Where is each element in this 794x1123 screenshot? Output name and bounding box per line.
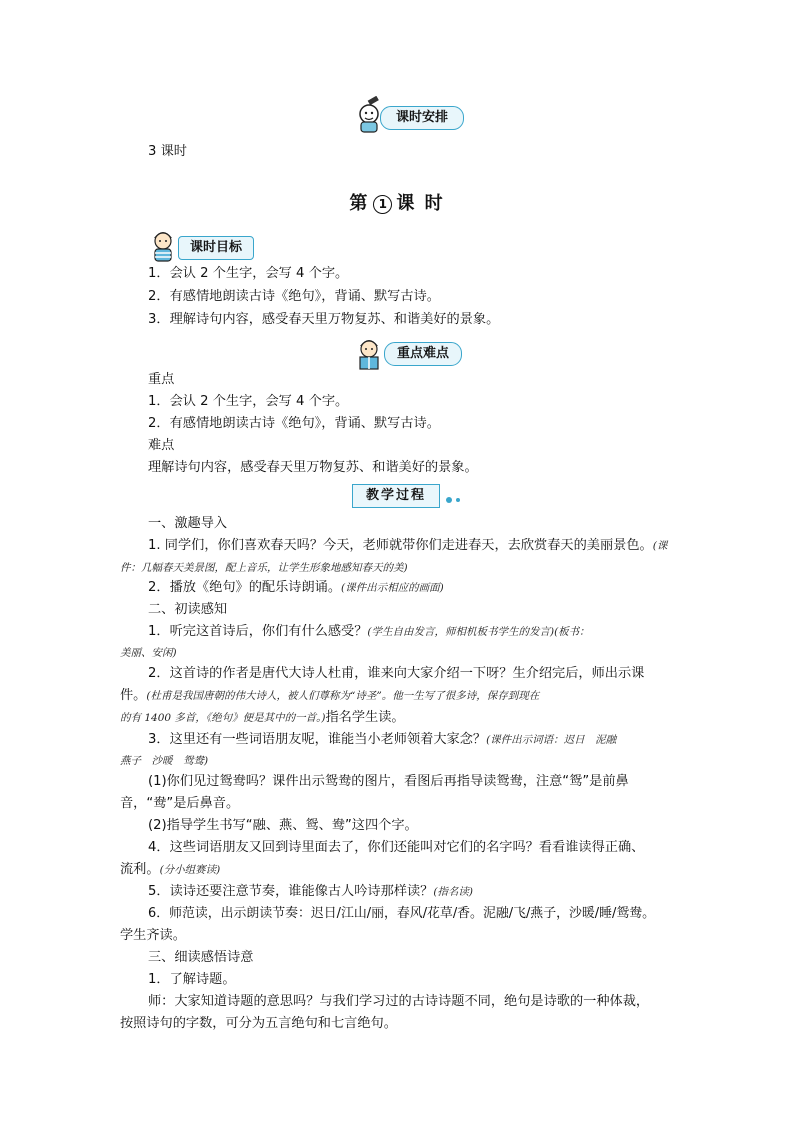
key-label: 重点 [148,372,175,387]
keypoints-badge: 重点难点 [384,342,462,366]
section-heading-2: 二、初读感知 [148,602,228,617]
paragraph-line: 1．听完这首诗后，你们有什么感受？(学生自由发言，师相机板书学生的发言)(板书： [148,624,590,639]
paragraph-line: 的有 1400 多首，《绝句》便是其中的一首。)指名学生读。 [120,710,405,725]
section-heading-1: 一、激趣导入 [148,516,228,531]
paragraph-line: 1. 同学们，你们喜欢春天吗？今天，老师就带你们走进春天，去欣赏春天的美丽景色。(课 [148,538,668,553]
schedule-text: 3 课时 [148,144,187,159]
paragraph-line: 5．读诗还要注意节奏，谁能像古人吟诗那样读？(指名读) [148,884,474,899]
mascot-boy-reading-icon [352,334,386,372]
objective-item-1: 1．会认 2 个生字，会写 4 个字。 [148,266,349,281]
paragraph-note: 燕子 沙暖 鸳鸯) [120,755,209,767]
paragraph-line: 4．这些词语朋友又回到诗里面去了，你们还能叫对它们的名字吗？看看谁读得正确、 [148,840,645,855]
paragraph-line: 学生齐读。 [120,928,186,943]
lesson-title: 第 1 课 时 [349,193,445,214]
paragraph-line: (1)你们见过鸳鸯吗？课件出示鸳鸯的图片，看图后再指导读鸳鸯，注意“鸳”是前鼻 [148,774,629,789]
paragraph-line: 2．这首诗的作者是唐代大诗人杜甫，谁来向大家介绍一下呀？生介绍完后，师出示课 [148,666,645,681]
paragraph-line: 3．这里还有一些词语朋友呢，谁能当小老师领着大家念？(课件出示词语：迟日 泥融 [148,732,617,747]
objectives-badge: 课时目标 [178,236,254,260]
lesson-number: 1 [373,195,392,214]
paragraph-line: 6．师范读，出示朗读节奏：迟日/江山/丽，春风/花草/香。泥融/飞/燕子，沙暖/睡/鸳鸯。 [148,906,656,921]
paragraph-line: (2)指导学生书写“融、燕、鸳、鸯”这四个字。 [148,818,418,833]
process-badge-dot [446,497,452,503]
paragraph-line: 件。(杜甫是我国唐朝的伟大诗人，被人们尊称为“诗圣”。他一生写了很多诗，保存到现在 [120,688,540,703]
key-item-1: 1．会认 2 个生字，会写 4 个字。 [148,394,349,409]
objective-item-2: 2．有感情地朗读古诗《绝句》，背诵、默写古诗。 [148,289,440,304]
process-badge: 教学过程 [352,484,440,508]
paragraph-line: 师：大家知道诗题的意思吗？与我们学习过的古诗诗题不同，绝句是诗歌的一种体裁， [148,994,650,1009]
paragraph-line: 1．了解诗题。 [148,972,236,987]
paragraph-note: 美丽、安闲) [120,647,177,659]
mascot-boy-icon [146,226,180,264]
paragraph-note: 件：几幅春天美景图，配上音乐，让学生形象地感知春天的美) [120,562,408,574]
key-item-2: 2．有感情地朗读古诗《绝句》，背诵、默写古诗。 [148,416,440,431]
objective-item-3: 3．理解诗句内容，感受春天里万物复苏、和谐美好的景象。 [148,312,500,327]
process-badge-dot [456,498,460,502]
hard-label: 难点 [148,438,175,453]
hard-text: 理解诗句内容，感受春天里万物复苏、和谐美好的景象。 [148,460,478,475]
schedule-badge: 课时安排 [380,106,464,130]
paragraph-line: 音，“鸯”是后鼻音。 [120,796,240,811]
paragraph-line: 按照诗句的字数，可分为五言绝句和七言绝句。 [120,1016,397,1031]
paragraph-line: 流利。(分小组赛读) [120,862,221,877]
section-heading-3: 三、细读感悟诗意 [148,950,254,965]
paragraph-line: 2．播放《绝句》的配乐诗朗诵。(课件出示相应的画面) [148,580,444,595]
